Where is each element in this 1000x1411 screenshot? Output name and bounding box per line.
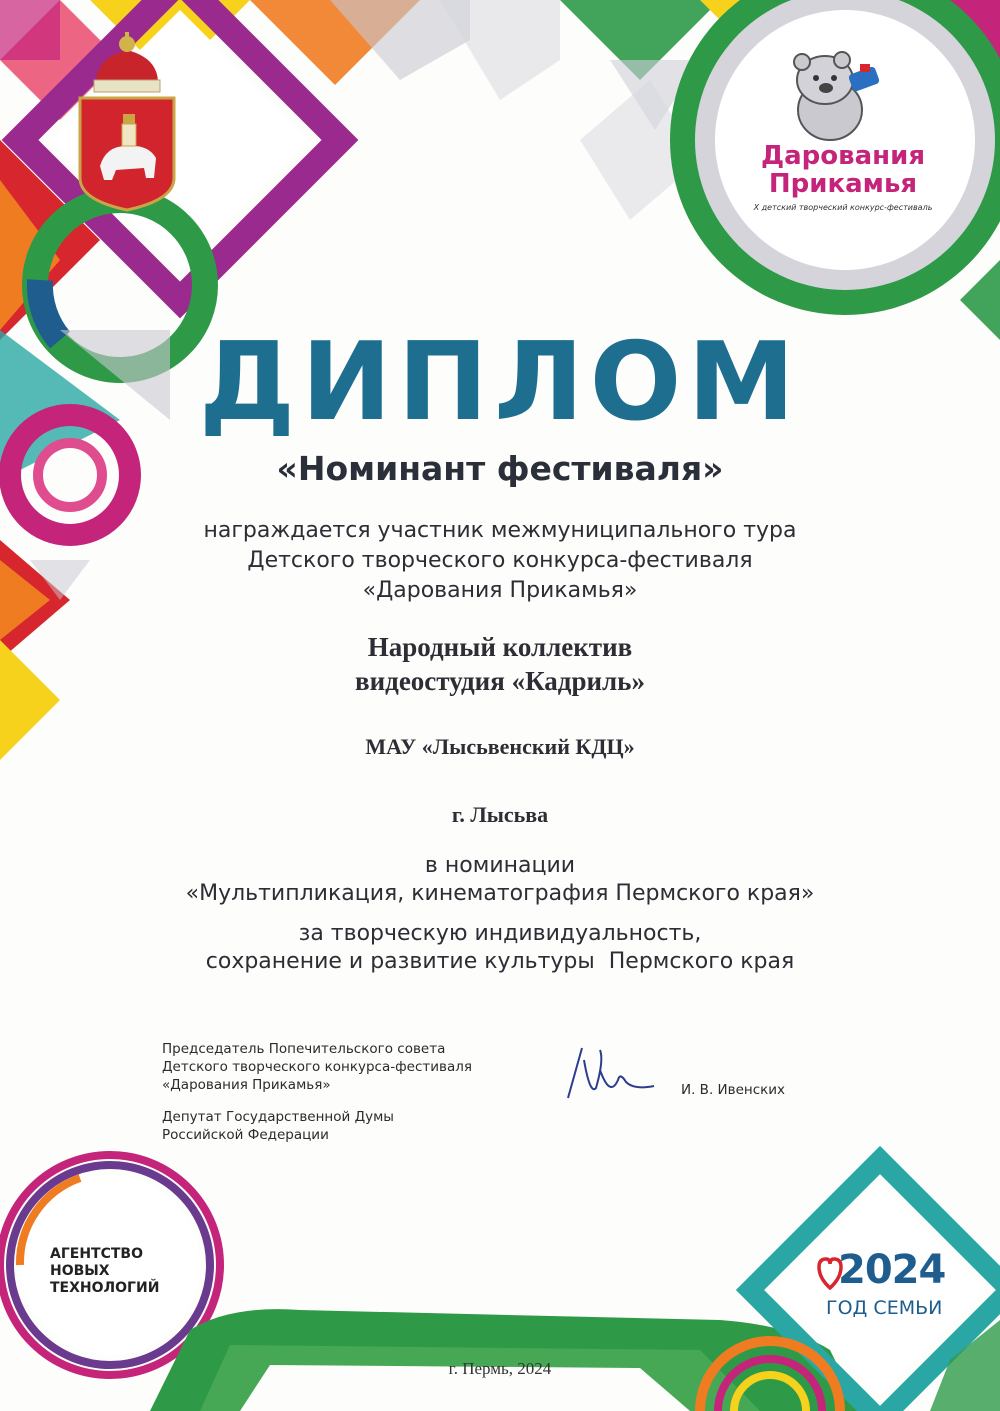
nomination-title: «Номинант фестиваля» [276,449,724,488]
festival-logo-line2: Прикамья [768,169,918,199]
reason-line-2: сохранение и развитие культуры Пермского края [205,949,795,974]
agency-logo-line-1: АГЕНТСТВО [50,1246,143,1262]
agency-logo [50,1246,159,1297]
nomination-name: «Мультипликация, кинематография Пермского края» [185,881,815,906]
organization: МАУ «Лысьвенский КДЦ» [365,734,635,759]
festival-logo-tagline: X детский творческий конкурс-фестиваль [753,203,933,212]
signer-name: И. В. Ивенских [681,1082,786,1098]
city: г. Лысьва [451,802,549,827]
festival-logo-line1: Дарования [760,141,926,171]
signer-position-line-2: Детского творческого конкурса-фестиваля [162,1059,473,1075]
signer-position-line-3: «Дарования Прикамья» [162,1077,331,1093]
bear-mascot-icon [780,50,890,145]
recipient-line-1: Народный коллектив [367,632,633,662]
year-logo-caption: ГОД СЕМЬИ [826,1297,943,1319]
award-text-line-1: награждается участник межмуниципального тура [203,518,797,543]
reason-line-1: за творческую индивидуальность, [298,921,702,946]
signer-title-line-1: Депутат Государственной Думы [162,1109,394,1125]
signer-title-line-2: Российской Федерации [162,1127,329,1143]
signer-position [162,1040,472,1094]
year-logo-number: 2024 [838,1247,946,1293]
festival-logo-name [748,142,938,198]
agency-logo-line-2: НОВЫХ [50,1263,110,1279]
nomination-intro: в номинации [424,853,576,878]
signer-position-line-1: Председатель Попечительского совета [162,1041,446,1057]
award-text-line-2: Детского творческого конкурса-фестиваля [247,548,753,573]
diploma-title: ДИПЛОМ [199,320,801,445]
agency-logo-line-3: ТЕХНОЛОГИЙ [50,1280,160,1296]
coat-of-arms-icon [76,28,178,213]
signer-title [162,1108,394,1144]
place-date: г. Пермь, 2024 [448,1359,552,1378]
handwritten-signature [560,1040,660,1110]
award-text-line-3: «Дарования Прикамья» [362,578,638,603]
recipient-line-2: видеостудия «Кадриль» [355,666,645,696]
